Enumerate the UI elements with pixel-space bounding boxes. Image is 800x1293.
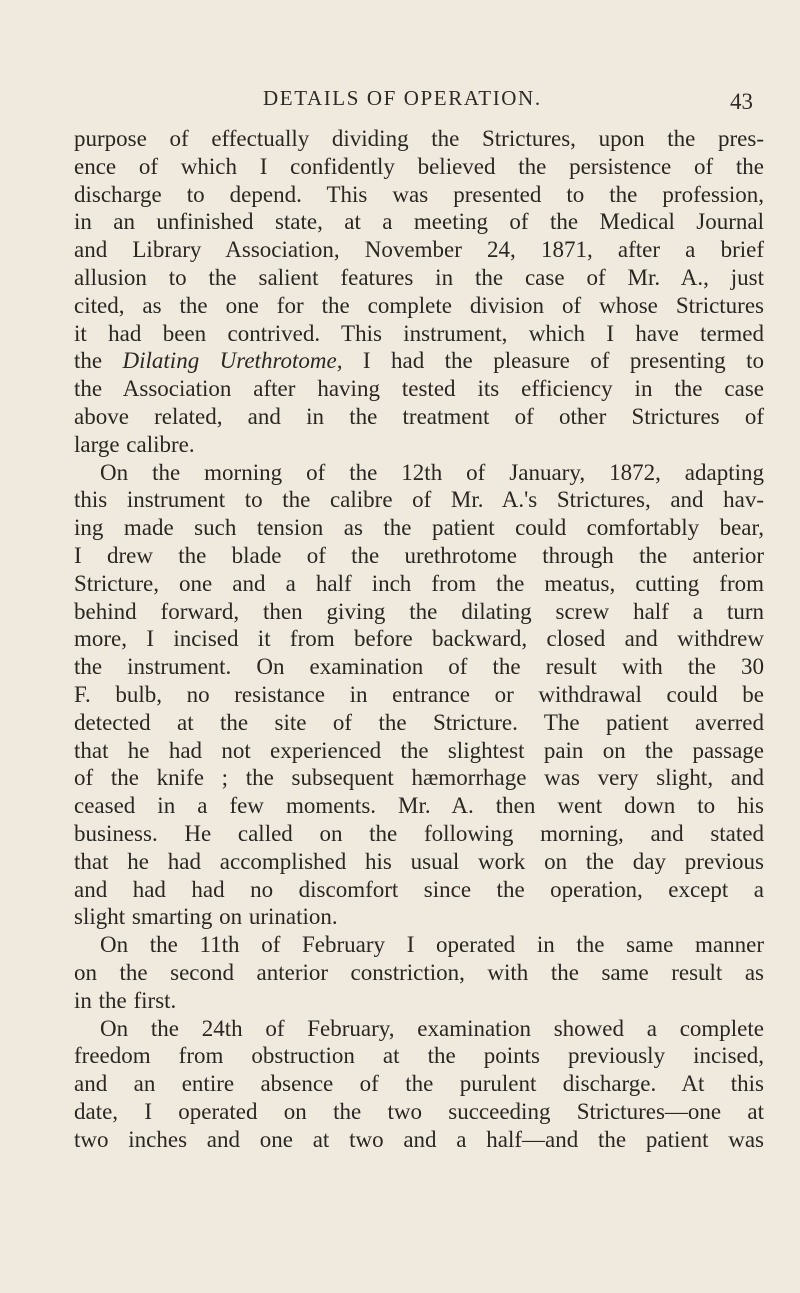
paragraph-1 <box>74 125 764 459</box>
body-text <box>74 125 764 1153</box>
text-line: ing made such tension as the patient could comfortably bear, <box>74 515 764 541</box>
text-line: On the morning of the 12th of January, 1872, adapting <box>100 459 764 485</box>
text-line: this instrument to the calibre of Mr. A.'s Strictures, and hav- <box>74 487 764 513</box>
text-line: the instrument. On examination of the result with the 30 <box>74 654 764 680</box>
text-line: On the 11th of February I operated in the same manner <box>100 932 764 958</box>
text-line: behind forward, then giving the dilating screw half a turn <box>74 598 764 624</box>
text-line-with-italic <box>74 347 764 375</box>
text-line: date, I operated on the two succeeding Strictures—one at <box>74 1098 764 1124</box>
running-title: DETAILS OF OPERATION. <box>263 86 542 110</box>
text-line: more, I incised it from before backward, closed and withdrew <box>74 626 764 652</box>
text-fragment: the <box>74 348 123 374</box>
text-line: freedom from obstruction at the points previously incised, <box>74 1043 764 1069</box>
text-line: on the second anterior constriction, with the same result as <box>74 959 764 985</box>
text-line: and had had no discomfort since the operation, except a <box>74 876 764 902</box>
text-line: F. bulb, no resistance in entrance or withdrawal could be <box>74 681 764 707</box>
running-head <box>0 86 800 116</box>
text-line: business. He called on the following morning, and stated <box>74 820 764 846</box>
text-line: large calibre. <box>74 431 195 457</box>
text-line: discharge to depend. This was presented to the profession, <box>74 181 764 207</box>
text-line: and Library Association, November 24, 1871, after a brief <box>74 237 764 263</box>
italic-term: Dilating Urethrotome, <box>122 348 343 374</box>
text-line: the Association after having tested its efficiency in the case <box>74 376 764 402</box>
text-line: above related, and in the treatment of other Strictures of <box>74 403 764 429</box>
text-line: and an entire absence of the purulent discharge. At this <box>74 1071 764 1097</box>
text-line: ceased in a few moments. Mr. A. then went down to his <box>74 793 764 819</box>
text-line: in the first. <box>74 987 177 1013</box>
page-number: 43 <box>730 89 753 114</box>
text-line: cited, as the one for the complete division of whose Strictures <box>74 292 764 318</box>
text-line: allusion to the salient features in the case of Mr. A., just <box>74 264 764 290</box>
text-line: that he had not experienced the slightest pain on the passage <box>74 737 764 763</box>
paragraph-3 <box>74 931 764 1014</box>
text-fragment: I had the pleasure of presenting to <box>342 348 764 374</box>
text-line: ence of which I confidently believed the persistence of the <box>74 153 764 179</box>
text-line: purpose of effectually dividing the Strictures, upon the pres- <box>74 126 764 151</box>
text-line: that he had accomplished his usual work on the day previous <box>74 848 764 874</box>
text-line: it had been contrived. This instrument, which I have termed <box>74 320 764 346</box>
text-line: slight smarting on urination. <box>74 904 338 930</box>
text-line: I drew the blade of the urethrotome through the anterior <box>74 542 764 568</box>
text-line: of the knife ; the subsequent hæmorrhage was very slight, and <box>74 765 764 791</box>
text-line: in an unfinished state, at a meeting of the Medical Journal <box>74 209 764 235</box>
paragraph-2 <box>74 459 764 932</box>
text-line: detected at the site of the Stricture. The patient averred <box>74 709 764 735</box>
text-line: two inches and one at two and a half—and the patient was <box>74 1126 764 1152</box>
paragraph-4 <box>74 1015 764 1154</box>
text-line: Stricture, one and a half inch from the meatus, cutting from <box>74 570 764 596</box>
text-line: On the 24th of February, examination showed a complete <box>100 1015 764 1041</box>
